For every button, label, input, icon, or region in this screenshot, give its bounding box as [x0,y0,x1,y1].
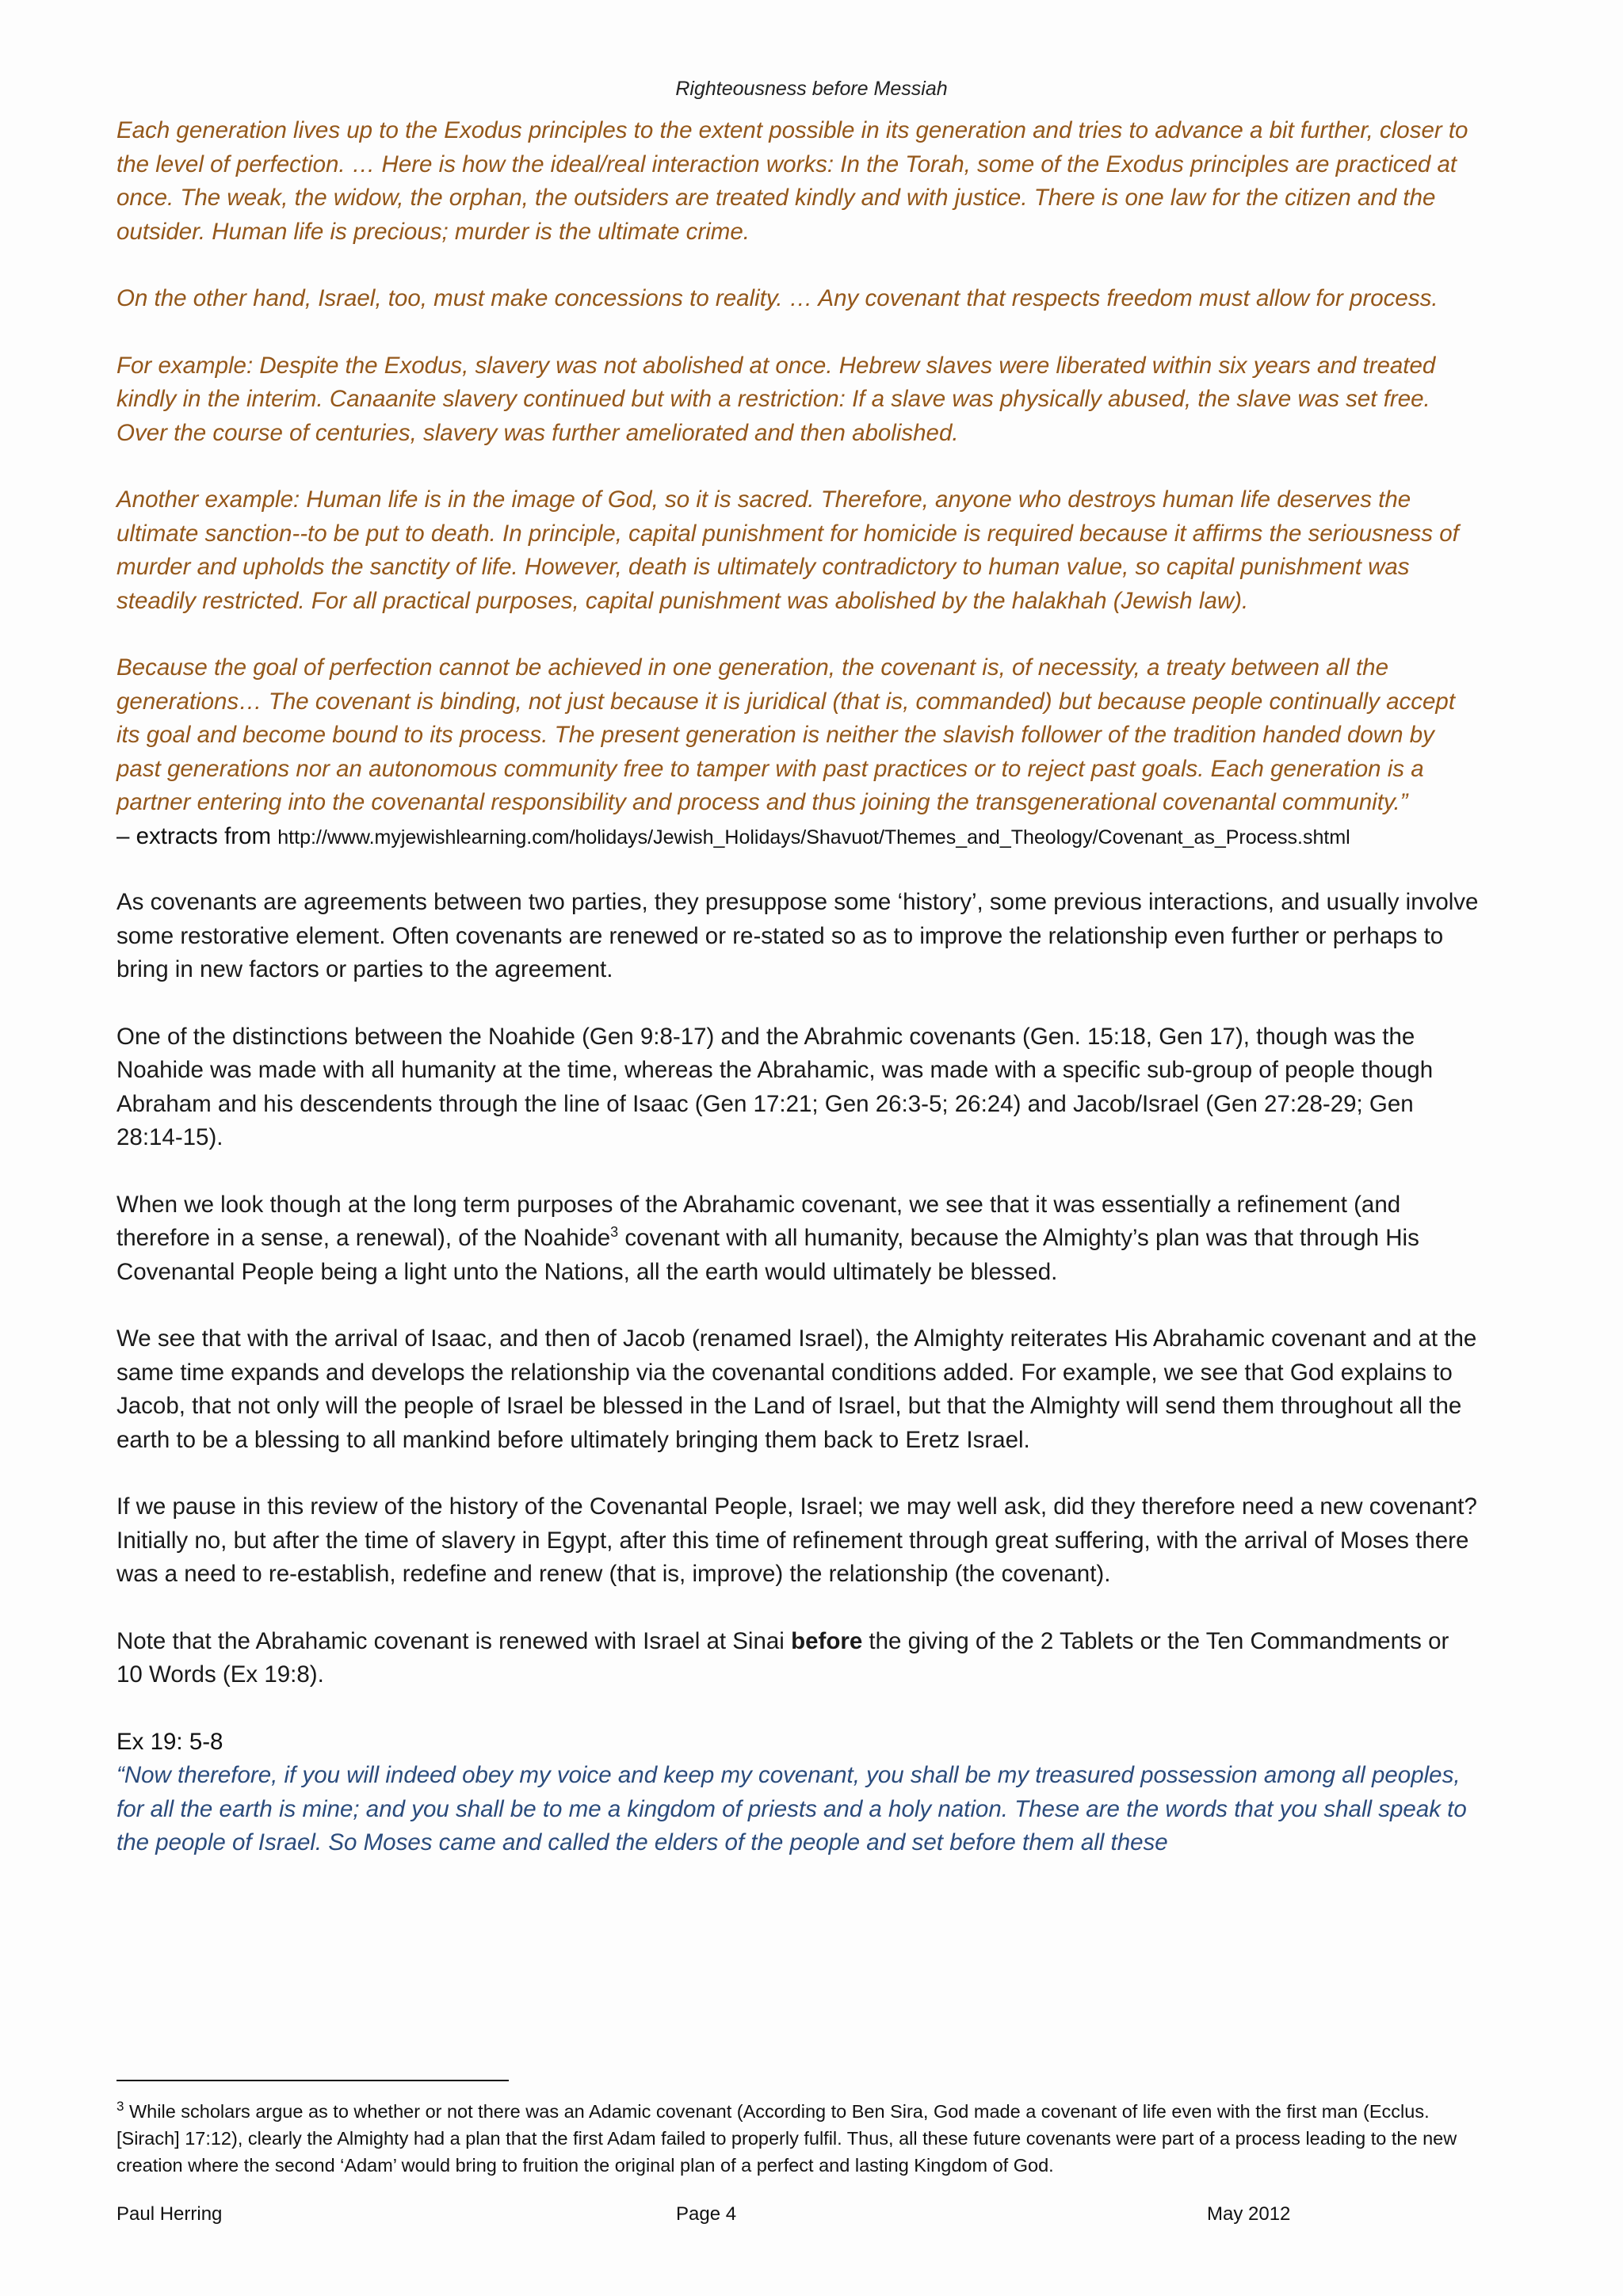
source-url[interactable]: http://www.myjewishlearning.com/holidays/Jewish_Holidays/Shavuot/Themes_and_Theology/Covenant_as_Process.shtml [277,826,1350,849]
quote-source [116,820,1480,855]
footnote [116,2098,1480,2179]
body-paragraph-6-text: Note that the Abrahamic covenant is renewed with Israel at Sinai [116,1627,792,1654]
quote-paragraph-4: Another example: Human life is in the image of God, so it is sacred. Therefore, anyone who destroys human life deserves the ultimate sanction--to be put to death. In principle, capital punishment for homicide is required because it affirms the seriousness of murder and upholds the sanctity of life. However, death is ultimately contradictory to human value, so capital punishment was steadily restricted. For all practical purposes, capital punishment was abolished by the halakhah (Jewish law). [116,486,1459,614]
footnote-text: While scholars argue as to whether or not there was an Adamic covenant (According to Ben Sira, God made a covenant of life even with the first man (Ecclus. [Sirach] 17:12), clearly the Almighty had a plan that the first Adam failed to properly fulfil. Thus, all these future covenants were part of a process leading to the new creation where the second ‘Adam’ would bring to fruition the original plan of a perfect and lasting Kingdom of God. [116,2101,1457,2176]
footnote-separator [116,2080,509,2081]
quoted-extract [116,114,1480,820]
body-paragraph-6-text-cont: the giving of the 2 Tablets or the Ten Commandments or 10 Words (Ex 19:8). [116,1627,1449,1688]
scripture-block [116,1726,1480,1860]
footnote-reference[interactable]: 3 [610,1224,619,1241]
footer-page-number: Page 4 [676,2203,737,2225]
body-paragraph-3-text: When we look though at the long term purposes of the Abrahamic covenant, we see that it was essentially a refinement (and therefore in a sense, a renewal), of the Noahide [116,1191,1401,1251]
footer-date: May 2012 [1207,2203,1291,2225]
emphasis-before: before [791,1627,863,1654]
quote-paragraph-5: Because the goal of perfection cannot be achieved in one generation, the covenant is, of necessity, a treaty between all the generations… The covenant is binding, not just because it is juridical (that is, commanded) but because people continually accept its goal and become bound to its process. The present generation is neither the slavish follower of the tradition handed down by past generations nor an autonomous community free to tamper with past practices or to reject past goals. Each generation is a partner entering into the covenantal responsibility and process and thus joining the transgenerational covenantal community.” [116,654,1456,815]
footer-author: Paul Herring [116,2203,223,2225]
page-content [116,114,1480,1860]
scripture-text: “Now therefore, if you will indeed obey my voice and keep my covenant, you shall be my treasured possession among all peoples, for all the earth is mine; and you shall be to me a kingdom of priests and a holy nation. These are the words that you shall speak to the people of Israel. So Moses came and called the elders of the people and set before them all these [116,1762,1467,1855]
body-paragraph-3 [116,1188,1480,1290]
footnote-number: 3 [116,2099,124,2115]
body-paragraph-4: We see that with the arrival of Isaac, and then of Jacob (renamed Israel), the Almighty reiterates His Abrahamic covenant and at the same time expands and develops the relationship via the covenantal conditions added. For example, we see that God explains to Jacob, that not only will the people of Israel be blessed in the Land of Israel, but that the Almighty will send them throughout all the earth to be a blessing to all mankind before ultimately bringing them back to Eretz Israel. [116,1325,1477,1453]
body-text [116,886,1480,1860]
body-paragraph-2: One of the distinctions between the Noahide (Gen 9:8-17) and the Abrahmic covenants (Gen. 15:18, Gen 17), though was the Noahide was made with all humanity at the time, whereas the Abrahamic, was made with a specific sub-group of people though Abraham and his descendents through the line of Isaac (Gen 17:21; Gen 26:3-5; 26:24) and Jacob/Israel (Gen 27:28-29; Gen 28:14-15). [116,1023,1434,1150]
body-paragraph-3-text-cont: covenant with all humanity, because the Almighty’s plan was that through His Covenantal People being a light unto the Nations, all the earth would ultimately be blessed. [116,1225,1419,1285]
quote-paragraph-1: Each generation lives up to the Exodus principles to the extent possible in its generation and tries to advance a bit further, closer to the level of perfection. … Here is how the ideal/real interaction works: In the Torah, some of the Exodus principles are practiced at once. The weak, the widow, the orphan, the outsiders are treated kindly and with justice. There is one law for the citizen and the outsider. Human life is precious; murder is the ultimate crime. [116,117,1468,245]
body-paragraph-1: As covenants are agreements between two parties, they presuppose some ‘history’, some previous interactions, and usually involve some restorative element. Often covenants are renewed or re-stated so as to improve the relationship even further or perhaps to bring in new factors or parties to the agreement. [116,889,1479,982]
source-prefix: – extracts from [116,822,278,849]
scripture-reference: Ex 19: 5-8 [116,1728,223,1755]
running-header: Righteousness before Messiah [675,78,948,100]
quote-paragraph-3: For example: Despite the Exodus, slavery was not abolished at once. Hebrew slaves were liberated within six years and treated kindly in the interim. Canaanite slavery continued but with a restriction: If a slave was physically abused, the slave was set free. Over the course of centuries, slavery was further ameliorated and then abolished. [116,352,1436,446]
body-paragraph-5: If we pause in this review of the history of the Covenantal People, Israel; we may well ask, did they therefore need a new covenant? Initially no, but after the time of slavery in Egypt, after this time of refinement through great suffering, with the arrival of Moses there was a need to re-establish, redefine and renew (that is, improve) the relationship (the covenant). [116,1493,1477,1587]
quote-paragraph-2: On the other hand, Israel, too, must make concessions to reality. … Any covenant that respects freedom must allow for process. [116,285,1438,311]
body-paragraph-6 [116,1625,1480,1692]
